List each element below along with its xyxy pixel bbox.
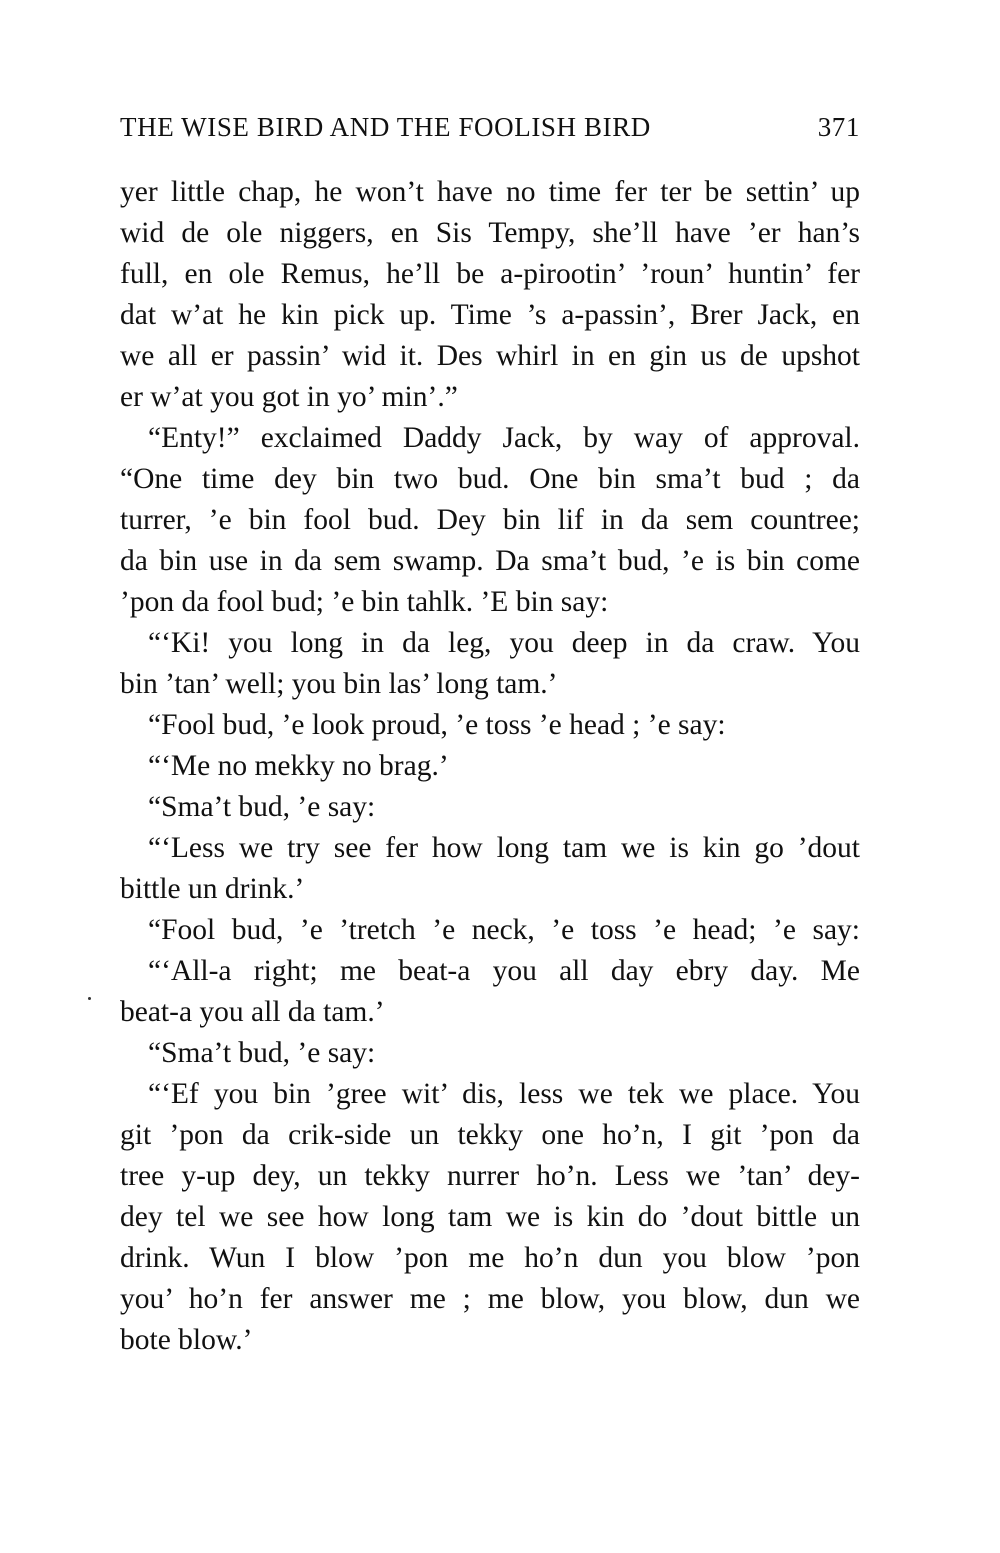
text-line: “Enty!” exclaimed Daddy Jack, by way of approval. (148, 422, 860, 454)
text-line: “‘All-a right; me beat-a you all day ebry day. Me (148, 955, 860, 987)
text-line: “‘Me no mekky no brag.’ (148, 750, 449, 782)
text-line: da bin use in da sem swamp. Da sma’t bud, ’e is bin come (120, 545, 860, 577)
text-line: full, en ole Remus, he’ll be a-pirootin’ ’roun’ huntin’ fer (120, 258, 860, 290)
text-line: bote blow.’ (120, 1324, 253, 1356)
body-text (120, 172, 860, 1361)
text-line: “‘Less we try see fer how long tam we is kin go ’dout (148, 832, 860, 864)
text-line: er w’at you got in yo’ min’.” (120, 381, 458, 413)
text-line: you’ ho’n fer answer me ; me blow, you blow, dun we (120, 1283, 860, 1315)
text-line: “Sma’t bud, ’e say: (148, 1037, 376, 1069)
text-line: “Sma’t bud, ’e say: (148, 791, 376, 823)
text-line: wid de ole niggers, en Sis Tempy, she’ll have ’er han’s (120, 217, 860, 249)
text-line: tree y-up dey, un tekky nurrer ho’n. Less we ’tan’ dey- (120, 1160, 860, 1192)
text-line: dey tel we see how long tam we is kin do ’dout bittle un (120, 1201, 860, 1233)
text-line: yer little chap, he won’t have no time fer ter be settin’ up (120, 176, 860, 208)
text-line: bittle un drink.’ (120, 873, 305, 905)
text-line: turrer, ’e bin fool bud. Dey bin lif in da sem countree; (120, 504, 860, 536)
print-speck (88, 997, 91, 1000)
text-line: dat w’at he kin pick up. Time ’s a-passin’, Brer Jack, en (120, 299, 860, 331)
text-line: “Fool bud, ’e ’tretch ’e neck, ’e toss ’e head; ’e say: (148, 914, 860, 946)
text-line: “‘Ki! you long in da leg, you deep in da craw. You (148, 627, 860, 659)
text-line: “One time dey bin two bud. One bin sma’t bud ; da (120, 463, 860, 495)
text-line: we all er passin’ wid it. Des whirl in en gin us de upshot (120, 340, 860, 372)
running-head-title: THE WISE BIRD AND THE FOOLISH BIRD (120, 112, 651, 142)
text-line: git ’pon da crik-side un tekky one ho’n, I git ’pon da (120, 1119, 860, 1151)
text-line: bin ’tan’ well; you bin las’ long tam.’ (120, 668, 558, 700)
page-number: 371 (817, 112, 860, 142)
text-line: drink. Wun I blow ’pon me ho’n dun you blow ’pon (120, 1242, 860, 1274)
text-line: “‘Ef you bin ’gree wit’ dis, less we tek we place. You (148, 1078, 860, 1110)
text-line: beat-a you all da tam.’ (120, 996, 385, 1028)
text-line: “Fool bud, ’e look proud, ’e toss ’e head ; ’e say: (148, 709, 726, 741)
text-line: ’pon da fool bud; ’e bin tahlk. ’E bin say: (120, 586, 609, 618)
